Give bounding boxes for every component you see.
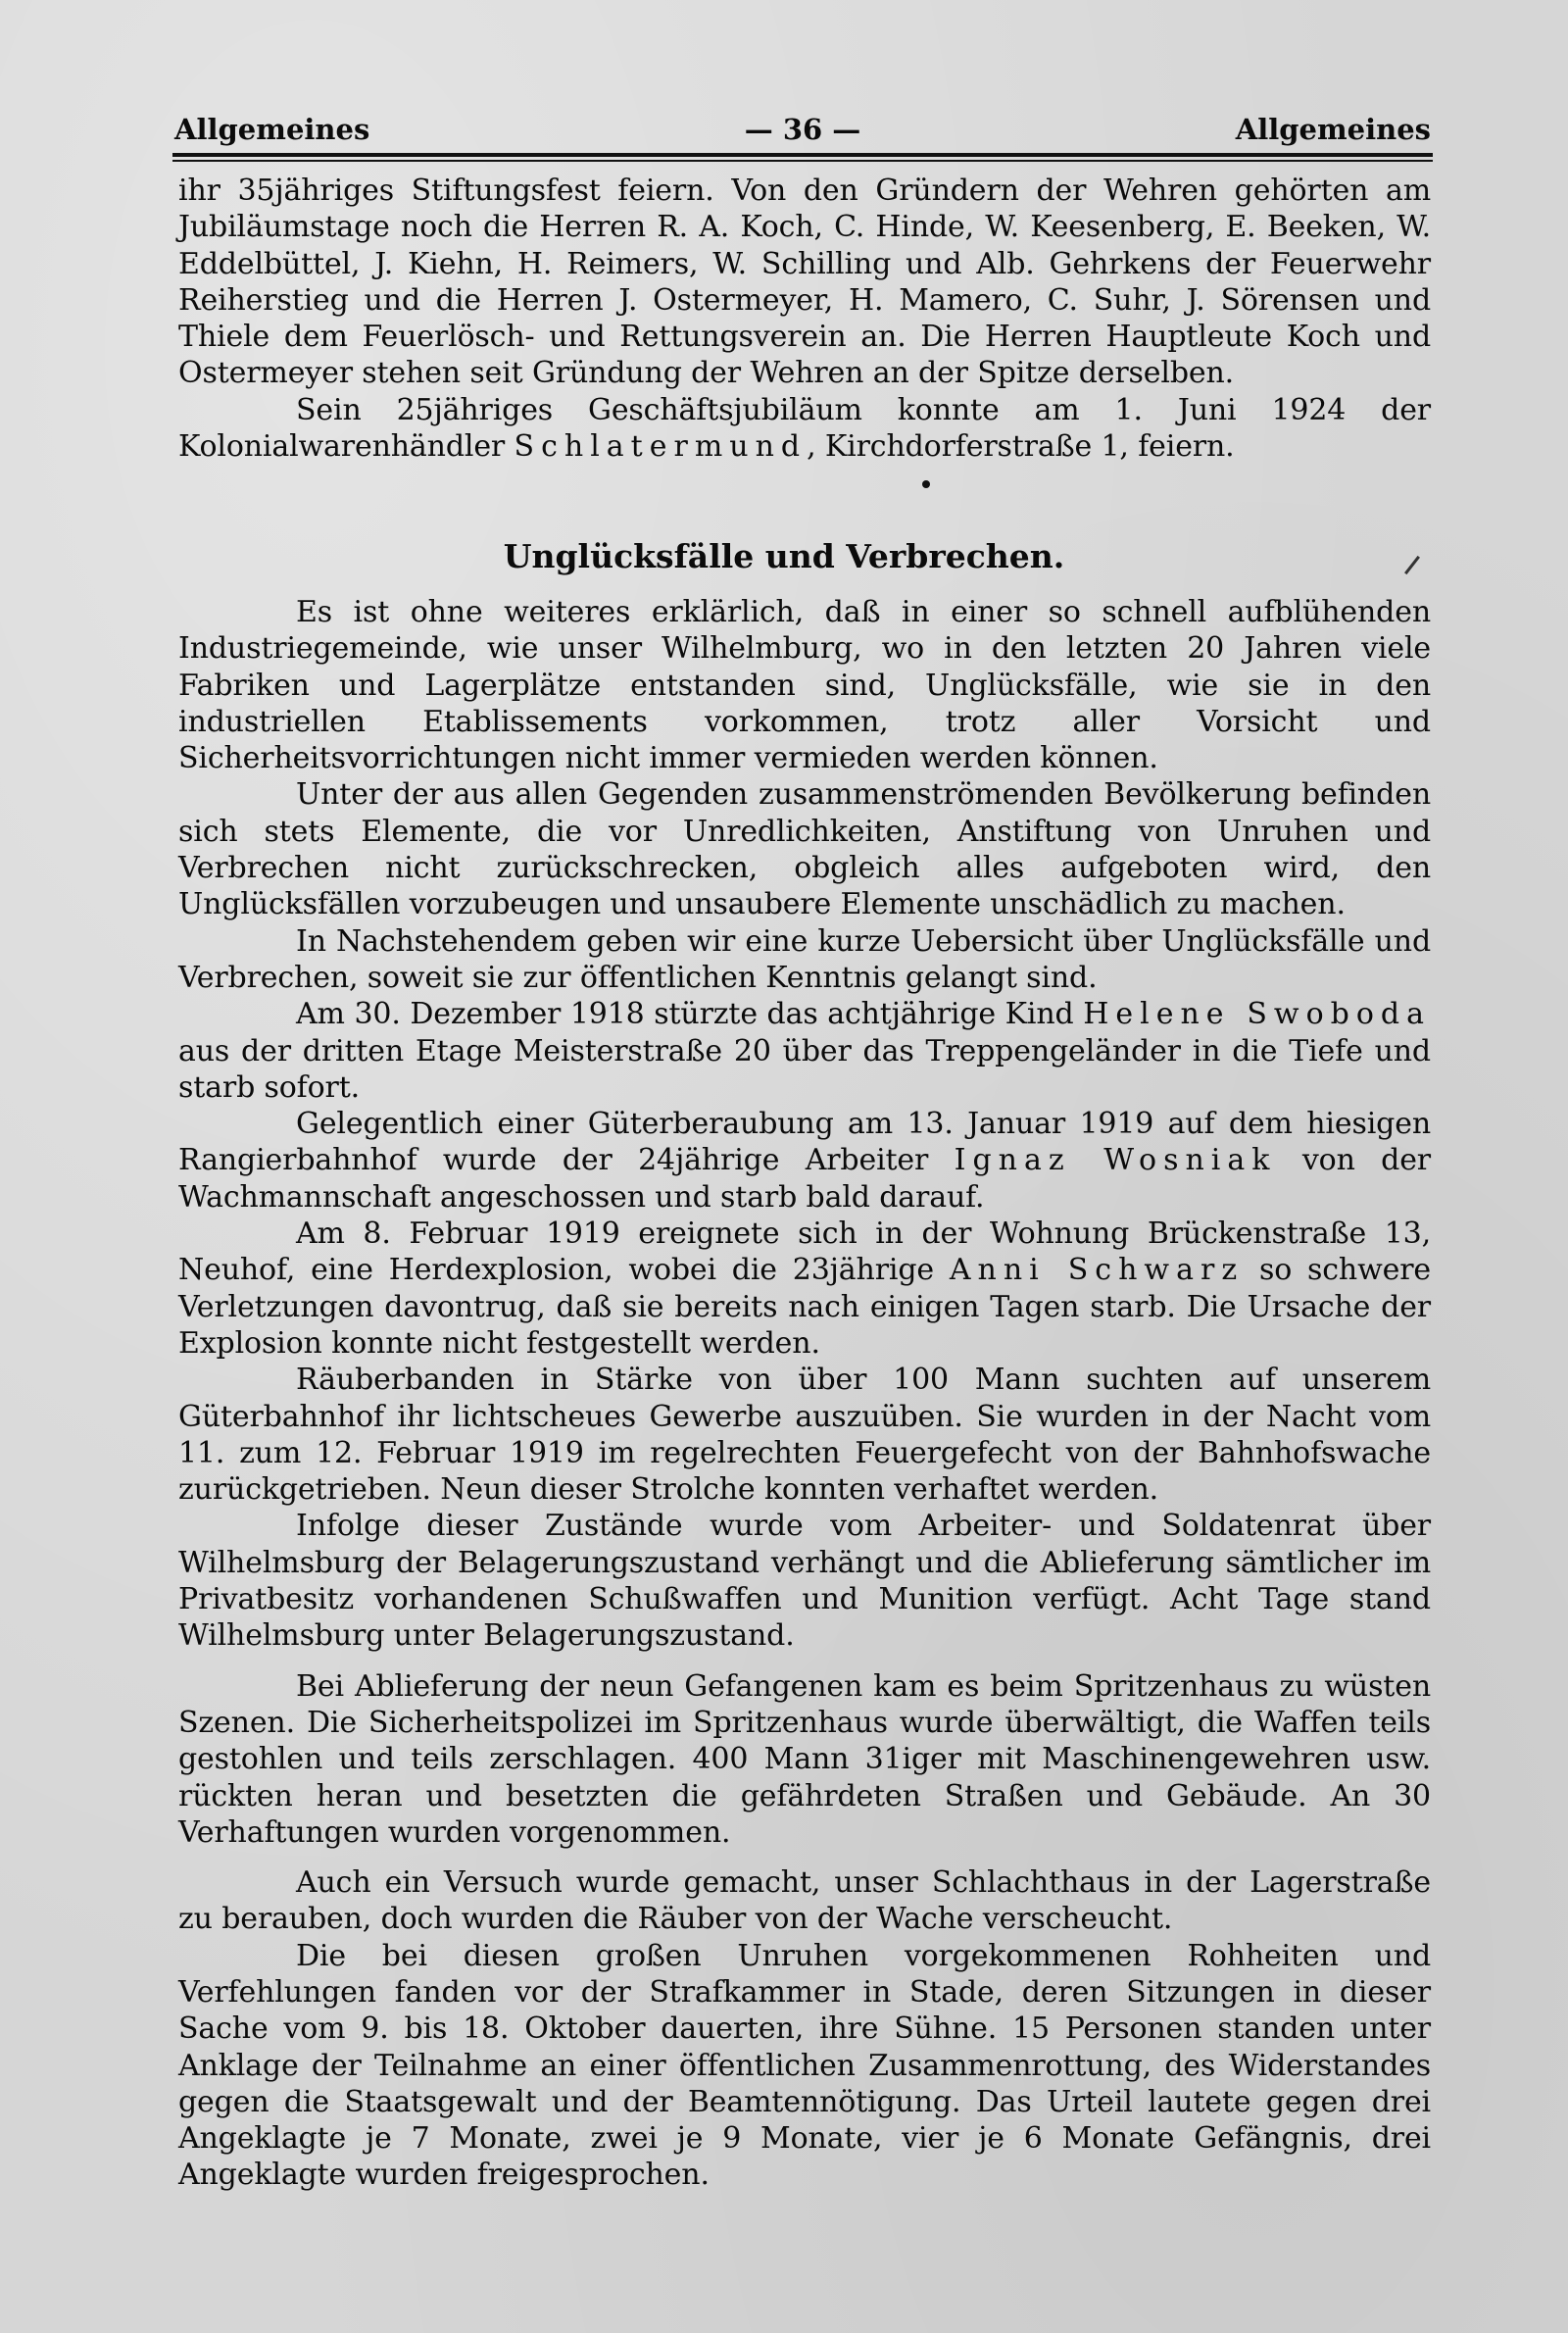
- body-paragraph-4: [178, 996, 1431, 1106]
- section-body: [178, 594, 1431, 2194]
- body-paragraph-8: Infolge dieser Zustände wurde vom Arbeiter- und Soldatenrat über Wilhelmsburg der Belagerungszustand verhängt und die Ablieferung sämtlicher im Privatbesitz vorhandenen Schußwaffen und Munition verfügt. Acht Tage stand Wilhelmsburg unter Belagerungszustand.: [178, 1509, 1431, 1654]
- person-name-wosniak: Ignaz Wosniak: [954, 1143, 1277, 1178]
- header-rule-secondary: [172, 160, 1433, 162]
- running-header: [174, 110, 1431, 149]
- body-paragraph-1: Es ist ohne weiteres erklärlich, daß in einer so schnell aufblühenden Industriegemeinde, wie unser Wilhelmburg, wo in den letzten 20 Jahren viele Fabriken und Lagerplätze entstanden sind, Unglücksfälle, wie sie in den industriellen Etablissements vorkommen, trotz aller Vorsicht und Sicherheitsvorrichtungen nicht immer vermieden werden können.: [178, 595, 1431, 776]
- body-paragraph-11: Die bei diesen großen Unruhen vorgekommenen Rohheiten und Verfehlungen fanden vor der Strafkammer in Stade, deren Sitzungen in dieser Sache vom 9. bis 18. Oktober dauerten, ihre Sühne. 15 Personen standen unter Anklage der Teilnahme an einer öffentlichen Zusammenrottung, des Widerstandes gegen die Staatsgewalt und der Beamtennötigung. Das Urteil lautete gegen drei Angeklagte je 7 Monate, zwei je 9 Monate, vier je 6 Monate Gefängnis, drei Angeklagte wurden freigesprochen.: [178, 1938, 1431, 2193]
- body-paragraph-7: Räuberbanden in Stärke von über 100 Mann suchten auf unserem Güterbahnhof ihr lichtscheues Gewerbe auszuüben. Sie wurden in der Nacht vom 11. zum 12. Februar 1919 im regelrechten Feuergefecht von der Bahnhofswache zurückgetrieben. Neun dieser Strolche konnten verhaftet werden.: [178, 1363, 1431, 1508]
- body-paragraph-6-end: so schwere Verletzungen davontrug, daß sie bereits nach einigen Tagen starb. Die Ursache der Explosion konnte nicht festgestellt werden.: [178, 1253, 1431, 1361]
- body-paragraph-6-start: Am 8. Februar 1919 ereignete sich in der Wohnung Brückenstraße 13, Neuhof, eine Herdexplosion, wobei die 23jährige: [178, 1216, 1431, 1288]
- body-paragraph-2: Unter der aus allen Gegenden zusammenströmenden Bevölkerung befinden sich stets Elemente, die vor Unredlichkeiten, Anstiftung von Unruhen und Verbrechen nicht zurückschrecken, obgleich alles aufgeboten wird, den Unglücksfällen vorzubeugen und unsaubere Elemente unschädlich zu machen.: [178, 777, 1431, 922]
- intro-paragraph-1: ihr 35jähriges Stiftungsfest feiern. Von den Gründern der Wehren gehörten am Jubiläumstage noch die Herren R. A. Koch, C. Hinde, W. Keesenberg, E. Beeken, W. Eddelbüttel, J. Kiehn, H. Reimers, W. Schilling und Alb. Gehrkens der Feuerwehr Reiherstieg und die Herren J. Ostermeyer, H. Mamero, C. Suhr, J. Sörensen und Thiele dem Feuerlösch- und Rettungsverein an. Die Herren Hauptleute Koch und Ostermeyer stehen seit Gründung der Wehren an der Spitze derselben.: [178, 174, 1431, 391]
- intro-paragraph-2: [178, 392, 1431, 466]
- header-left-title: Allgemeines: [174, 113, 370, 146]
- person-name-swoboda: Helene Swoboda: [1083, 997, 1431, 1032]
- paragraph-gap: [178, 1655, 1431, 1668]
- section-heading: Unglücksfälle und Verbrechen.: [503, 537, 1065, 575]
- page-number: — 36 —: [744, 113, 861, 146]
- body-paragraph-6: [178, 1216, 1431, 1362]
- person-name-schwarz: Anni Schwarz: [949, 1253, 1245, 1288]
- body-paragraph-5-start: Gelegentlich einer Güterberaubung am 13. Januar 1919 auf dem hiesigen Rangierbahnhof wurde der 24jährige Arbeiter: [178, 1107, 1431, 1178]
- intro-text: [178, 173, 1431, 465]
- section-ornament: [922, 480, 930, 488]
- person-name-schlatermund: Schlatermund: [514, 429, 808, 465]
- body-paragraph-5: [178, 1106, 1431, 1216]
- body-paragraph-5-end: von der Wachmannschaft angeschossen und starb bald darauf.: [178, 1143, 1431, 1215]
- paragraph-gap: [178, 1851, 1431, 1864]
- body-paragraph-4-end: aus der dritten Etage Meisterstraße 20 über das Treppengeländer in die Tiefe und starb sofort.: [178, 1033, 1431, 1105]
- header-rule: [172, 153, 1433, 157]
- body-paragraph-10: Auch ein Versuch wurde gemacht, unser Schlachthaus in der Lagerstraße zu berauben, doch wurden die Räuber von der Wache verscheucht.: [178, 1865, 1431, 1937]
- body-paragraph-4-start: Am 30. Dezember 1918 stürzte das achtjährige Kind: [296, 997, 1084, 1032]
- intro-paragraph-2-start: Sein 25jähriges Geschäftsjubiläum konnte am 1. Juni 1924 der Kolonialwarenhändler: [178, 392, 1431, 465]
- body-paragraph-3: In Nachstehendem geben wir eine kurze Uebersicht über Unglücksfälle und Verbrechen, soweit sie zur öffentlichen Kenntnis gelangt sind.: [178, 923, 1431, 995]
- header-right-title: Allgemeines: [1235, 113, 1431, 146]
- intro-paragraph-2-end: , Kirchdorferstraße 1, feiern.: [807, 429, 1235, 465]
- body-paragraph-9: Bei Ablieferung der neun Gefangenen kam es beim Spritzenhaus zu wüsten Szenen. Die Sicherheitspolizei im Spritzenhaus wurde überwältigt, die Waffen teils gestohlen und teils zerschlagen. 400 Mann 31iger mit Maschinengewehren usw. rückten heran und besetzten die gefährdeten Straßen und Gebäude. An 30 Verhaftungen wurden vorgenommen.: [178, 1668, 1431, 1850]
